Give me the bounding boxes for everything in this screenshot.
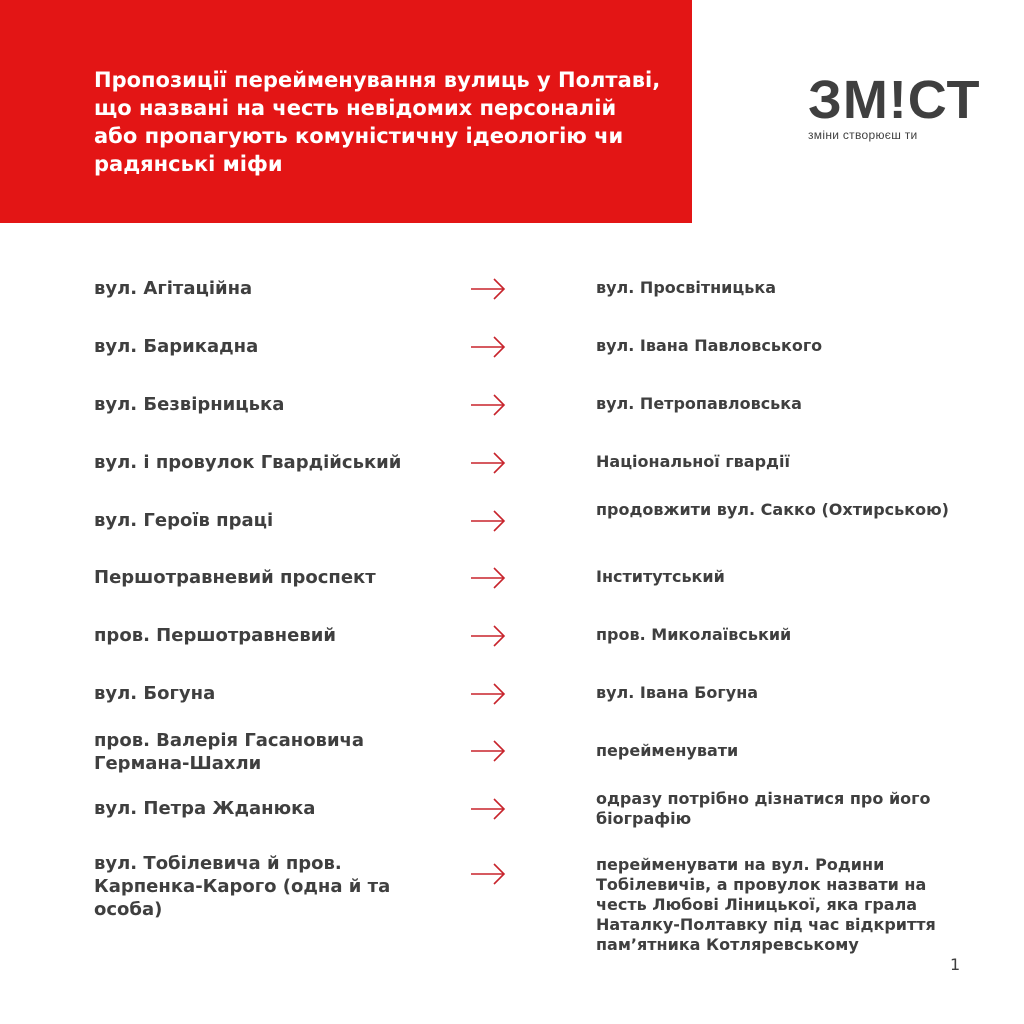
arrow-right-icon xyxy=(469,393,507,417)
new-street-name: вул. Просвітницька xyxy=(596,278,777,297)
old-street-name: вул. Петра Жданюка xyxy=(94,798,316,819)
logo-tagline: зміни створюєш ти xyxy=(808,128,918,142)
old-street-name: пров. Першотравневий xyxy=(94,625,336,646)
new-street-name: одразу потрібно дізнатися про його біографію xyxy=(596,789,931,828)
new-street-name: Інститутський xyxy=(596,567,725,586)
arrow-right-icon xyxy=(469,335,507,359)
arrow-right-icon xyxy=(469,862,507,886)
arrow-right-icon xyxy=(469,682,507,706)
old-street-name: вул. Безвірницька xyxy=(94,394,285,415)
arrow-right-icon xyxy=(469,451,507,475)
logo-word: ЗМ!СТ xyxy=(808,70,981,130)
old-street-name: вул. Агітаційна xyxy=(94,278,253,299)
arrow-right-icon xyxy=(469,509,507,533)
old-street-name: вул. і провулок Гвардійський xyxy=(94,452,402,473)
old-street-name: пров. Валерія Гасановича Германа-Шахли xyxy=(94,730,365,774)
arrow-right-icon xyxy=(469,797,507,821)
new-street-name: Національної гвардії xyxy=(596,452,790,471)
new-street-name: пров. Миколаївський xyxy=(596,625,792,644)
page-number: 1 xyxy=(950,955,961,974)
arrow-right-icon xyxy=(469,739,507,763)
new-street-name: вул. Івана Павловського xyxy=(596,336,823,355)
new-street-name: вул. Петропавловська xyxy=(596,394,802,413)
old-street-name: вул. Барикадна xyxy=(94,336,259,357)
new-street-name: продовжити вул. Сакко (Охтирською) xyxy=(596,500,949,519)
new-street-name: вул. Івана Богуна xyxy=(596,683,759,702)
arrow-right-icon xyxy=(469,277,507,301)
old-street-name: вул. Богуна xyxy=(94,683,216,704)
page-title: Пропозиції перейменування вулиць у Полтаві, що названі на честь невідомих персоналій або пропагують комуністичну ідеологію чи радянські міфи xyxy=(94,68,661,176)
new-street-name: перейменувати на вул. Родини Тобілевичів, а провулок назвати на честь Любові Ліницької, яка грала Наталку-Полтавку під час відкриття пам’ятника Котляревському xyxy=(596,855,936,954)
arrow-right-icon xyxy=(469,566,507,590)
old-street-name: вул. Тобілевича й пров. Карпенка-Карого (одна й та особа) xyxy=(94,853,391,920)
new-street-name: перейменувати xyxy=(596,741,739,760)
old-street-name: Першотравневий проспект xyxy=(94,567,376,588)
old-street-name: вул. Героїв праці xyxy=(94,510,274,531)
arrow-right-icon xyxy=(469,624,507,648)
